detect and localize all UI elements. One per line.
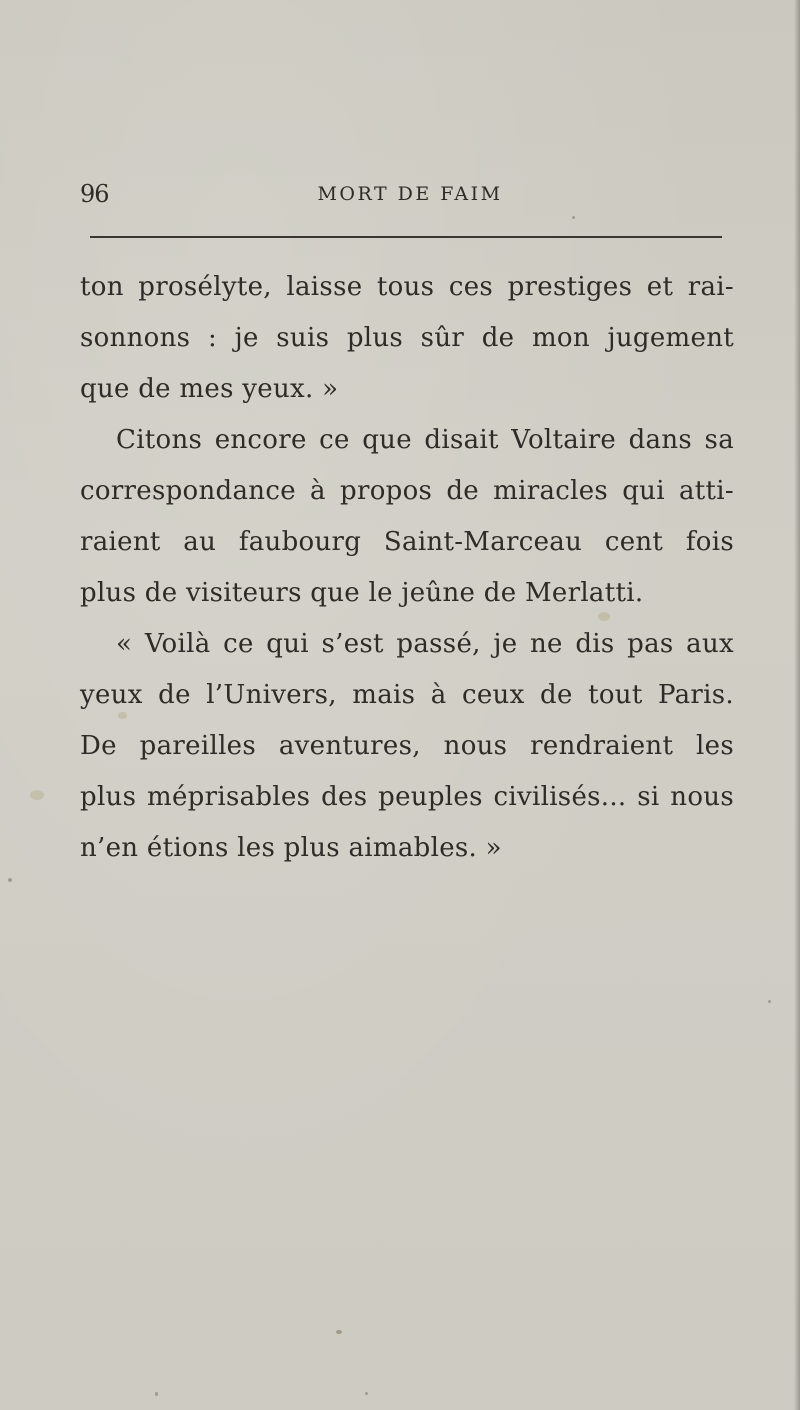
paper-speck bbox=[30, 790, 44, 800]
header-rule bbox=[90, 236, 722, 238]
text-line: yeux de l’Univers, mais à ceux de tout Paris. bbox=[80, 680, 734, 710]
running-title: MORT DE FAIM bbox=[317, 183, 503, 205]
paper-speck bbox=[336, 1330, 342, 1334]
text-line: que de mes yeux. » bbox=[80, 374, 339, 404]
body-text bbox=[80, 262, 734, 874]
paragraph-first-line: « Voilà ce qui s’est passé, je ne dis pas aux bbox=[116, 629, 734, 659]
text-line: plus méprisables des peuples civilisés... si nous bbox=[80, 782, 734, 812]
text-line: correspondance à propos de miracles qui atti- bbox=[80, 476, 734, 506]
page-header bbox=[80, 180, 720, 210]
page-number: 96 bbox=[80, 180, 109, 208]
paper-speck bbox=[8, 878, 12, 882]
paper-speck bbox=[598, 612, 610, 621]
text-line: n’en étions les plus aimables. » bbox=[80, 833, 502, 863]
paper-speck bbox=[155, 1392, 158, 1396]
text-line: sonnons : je suis plus sûr de mon jugement bbox=[80, 323, 734, 353]
page-edge-shadow bbox=[794, 0, 800, 1410]
paper-speck bbox=[365, 1392, 368, 1395]
paragraph-first-line: Citons encore ce que disait Voltaire dans sa bbox=[116, 425, 734, 455]
text-line: raient au faubourg Saint-Marceau cent fois bbox=[80, 527, 734, 557]
text-line: plus de visiteurs que le jeûne de Merlatti. bbox=[80, 578, 644, 608]
paper-speck bbox=[118, 712, 127, 719]
paper-speck bbox=[572, 216, 575, 219]
text-line: De pareilles aventures, nous rendraient les bbox=[80, 731, 734, 761]
paper-speck bbox=[768, 1000, 771, 1003]
text-line: ton prosélyte, laisse tous ces prestiges et rai- bbox=[80, 272, 734, 302]
